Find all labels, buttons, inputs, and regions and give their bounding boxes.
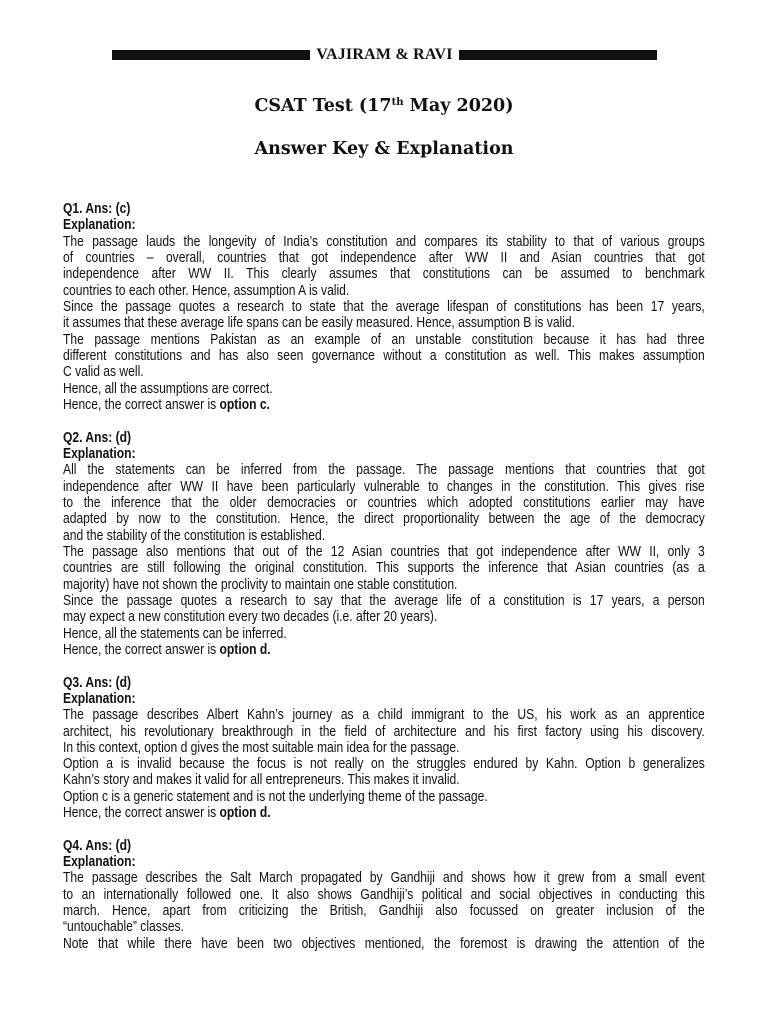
text-line: architect, his revolutionary breakthrough in the field of architecture and his first factory using his discovery.	[63, 723, 705, 740]
text-line: Since the passage quotes a research to say that the average life of a constitution is 17 years, a person	[63, 592, 705, 609]
text-line: The passage mentions Pakistan as an example of an unstable constitution because it has had three	[63, 331, 705, 348]
text-line: to the inference that the older democracies or countries which adopted constitutions earlier may have	[63, 494, 705, 511]
conclusion-text: Hence, the correct answer is	[63, 641, 220, 658]
text-line: C valid as well.	[63, 364, 144, 381]
text-line: it assumes that these average life spans can be easily measured. Hence, assumption B is valid.	[63, 315, 576, 332]
text-line: Kahn’s story and makes it valid for all entrepreneurs. This makes it invalid.	[63, 772, 460, 789]
explanation-paragraph	[63, 544, 705, 593]
explanation-paragraph	[63, 707, 705, 756]
document-title	[0, 96, 768, 116]
explanation-label: Explanation:	[63, 217, 136, 234]
explanation-paragraph	[63, 299, 705, 332]
text-line: may expect a new constitution every two decades (i.e. after 20 years).	[63, 609, 438, 626]
text-line: independence after WW II have been particularly vulnerable to changes in the constitution. This gives rise	[63, 478, 705, 495]
explanation-paragraph	[63, 593, 705, 626]
brand-name: VAJIRAM & RAVI	[316, 46, 453, 63]
explanation-paragraph	[63, 626, 705, 642]
answer-label: Q4. Ans: (d)	[63, 837, 132, 854]
text-line: of countries – overall, countries that got independence after WW II and Asian countries that got	[63, 249, 705, 266]
title-superscript: th	[391, 97, 404, 108]
explanation-paragraph	[63, 936, 705, 952]
conclusion-line	[63, 642, 705, 658]
text-line: “untouchable” classes.	[63, 919, 184, 936]
text-line: to an internationally followed one. It also shows Gandhiji’s political and social objectives in conducting this	[63, 886, 705, 903]
answer-label: Q3. Ans: (d)	[63, 674, 132, 691]
explanation-paragraph	[63, 381, 705, 397]
conclusion-line	[63, 805, 705, 821]
text-line: Note that while there have been two objectives mentioned, the foremost is drawing the attention of the	[63, 935, 705, 952]
text-line: Since the passage quotes a research to state that the average lifespan of constitutions has been 17 years,	[63, 298, 705, 315]
text-line: majority) have not shown the proclivity to maintain one stable constitution.	[63, 576, 458, 593]
header-bar-left	[112, 50, 310, 60]
text-line: march. Hence, apart from criticizing the British, Gandhiji also focussed on greater inclusion of the	[63, 903, 705, 920]
correct-option: option d.	[219, 641, 271, 658]
document-subtitle: Answer Key & Explanation	[254, 139, 514, 159]
text-line: different constitutions and has also seen governance without a constitution as well. This makes assumption	[63, 347, 705, 364]
answer-section	[63, 430, 705, 659]
page-header	[112, 47, 657, 63]
text-line: All the statements can be inferred from the passage. The passage mentions that countries that got	[63, 462, 705, 479]
answer-section	[63, 675, 705, 822]
text-line: Hence, all the assumptions are correct.	[63, 380, 273, 397]
text-line: The passage lauds the longevity of India’s constitution and compares its stability to that of various groups	[63, 233, 705, 250]
correct-option: option c.	[219, 396, 270, 413]
conclusion-line	[63, 397, 705, 413]
text-line: independence after WW II. This clearly assumes that constitutions can be assumed to benchmark	[63, 266, 705, 283]
text-line: Option a is invalid because the focus is not really on the struggles endured by Kahn. Option b generalizes	[63, 756, 705, 773]
explanation-label: Explanation:	[63, 445, 136, 462]
text-line: countries are still following the original constitution. This supports the inference that Asian countries (as a	[63, 560, 705, 577]
conclusion-text: Hence, the correct answer is	[63, 396, 220, 413]
answer-label: Q1. Ans: (c)	[63, 201, 131, 217]
conclusion-text: Hence, the correct answer is	[63, 805, 220, 822]
text-line: The passage also mentions that out of the 12 Asian countries that got independence after WW II, only 3	[63, 543, 705, 560]
title-text-suffix: May 2020)	[403, 96, 514, 116]
explanation-paragraph	[63, 462, 705, 544]
explanation-label: Explanation:	[63, 854, 136, 871]
explanation-paragraph	[63, 789, 705, 805]
text-line: Hence, all the statements can be inferred.	[63, 625, 287, 642]
correct-option: option d.	[219, 805, 271, 822]
explanation-paragraph	[63, 234, 705, 299]
answer-section	[63, 838, 705, 952]
text-line: The passage describes Albert Kahn’s journey as a child immigrant to the US, his work as an apprentice	[63, 707, 705, 724]
answer-section	[63, 201, 705, 413]
text-line: adapted by now to the constitution. Hence, the direct proportionality between the age of the democracy	[63, 511, 705, 528]
explanation-paragraph	[63, 870, 705, 935]
explanation-label: Explanation:	[63, 690, 136, 707]
text-line: and the stability of the constitution is established.	[63, 527, 326, 544]
title-text: CSAT Test (17	[254, 96, 392, 116]
explanation-paragraph	[63, 332, 705, 381]
header-bar-right	[459, 50, 657, 60]
text-line: Option c is a generic statement and is not the underlying theme of the passage.	[63, 788, 488, 805]
text-line: The passage describes the Salt March propagated by Gandhiji and shows how it grew from a small event	[63, 870, 705, 887]
answer-content	[63, 201, 705, 968]
explanation-paragraph	[63, 756, 705, 789]
answer-label: Q2. Ans: (d)	[63, 429, 132, 446]
text-line: countries to each other. Hence, assumption A is valid.	[63, 282, 350, 299]
text-line: In this context, option d gives the most suitable main idea for the passage.	[63, 739, 460, 756]
